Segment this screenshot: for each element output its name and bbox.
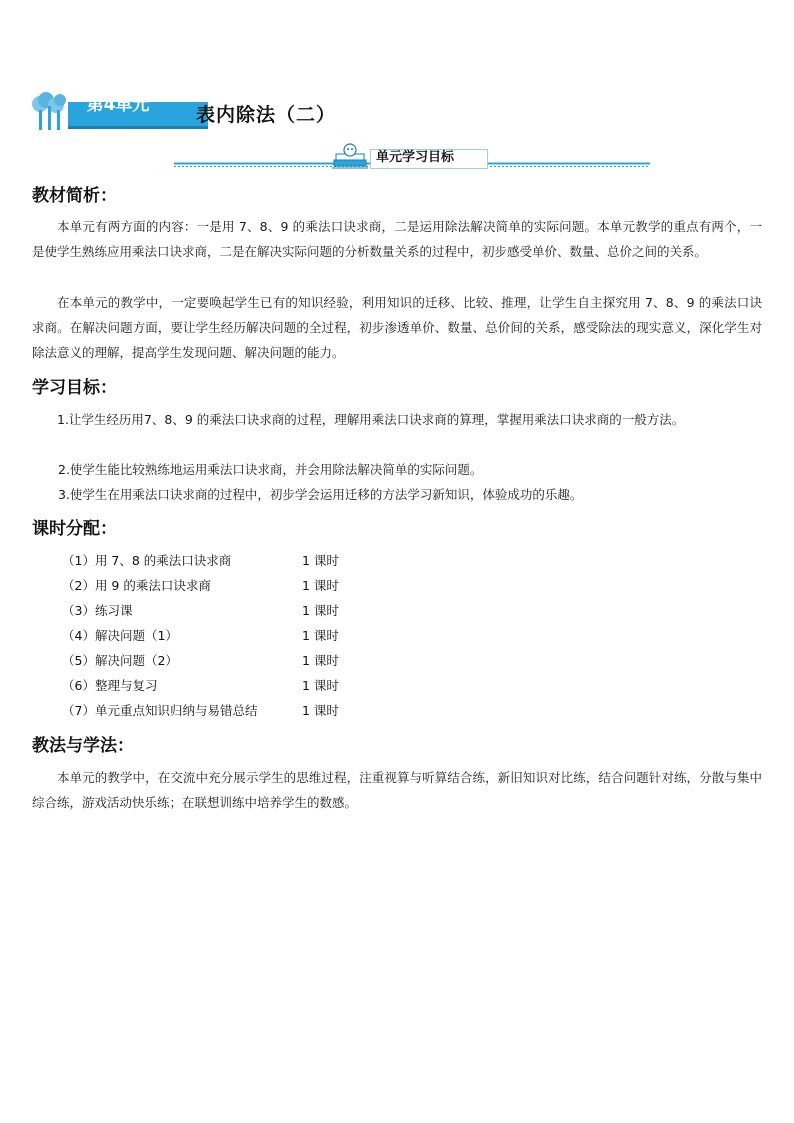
schedule-item: （3）练习课 — [62, 603, 133, 618]
schedule-hours: 1 课时 — [302, 578, 339, 593]
section-heading-methods: 教法与学法： — [32, 736, 134, 756]
schedule-item: （1）用 7、8 的乘法口诀求商 — [62, 553, 232, 568]
schedule-hours: 1 课时 — [302, 703, 339, 718]
section-heading-analysis: 教材简析： — [32, 186, 117, 206]
goal-banner-label: 单元学习目标 — [376, 150, 455, 165]
methods-paragraph: 本单元的教学中，在交流中充分展示学生的思维过程，注重视算与听算结合练，新旧知识对比练，结合问题针对练，分散与集中综合练，游戏活动快乐练；在联想训练中培养学生的数感。 — [32, 770, 762, 810]
tree-icon — [30, 92, 68, 132]
schedule-item: （6）整理与复习 — [62, 678, 158, 693]
page-title: 表内除法（二） — [196, 104, 337, 126]
analysis-paragraph-2: 在本单元的教学中，一定要唤起学生已有的知识经验，利用知识的迁移、比较、推理，让学生自主探究用 7、8、9 的乘法口诀求商。在解决问题方面，要让学生经历解决问题的全过程，初步渗透单价、数量、总价间的关系，感受除法的现实意义，深化学生对除法意义的理解，提高学生发现问题、解决问题的能力。 — [32, 295, 762, 360]
schedule-hours: 1 课时 — [302, 628, 339, 643]
schedule-item: （5）解决问题（2） — [62, 653, 178, 668]
goal-item-1: 1.让学生经历用7、8、9 的乘法口诀求商的过程，理解用乘法口诀求商的算理，掌握用乘法口诀求商的一般方法。 — [57, 412, 685, 427]
schedule-item: （2）用 9 的乘法口诀求商 — [62, 578, 211, 593]
unit-header — [30, 92, 770, 132]
schedule-item: （4）解决问题（1） — [62, 628, 178, 643]
goal-banner — [174, 142, 650, 174]
schedule-hours: 1 课时 — [302, 553, 339, 568]
schedule-item: （7）单元重点知识归纳与易错总结 — [62, 703, 258, 718]
schedule-hours: 1 课时 — [302, 653, 339, 668]
goal-item-3: 3.使学生在用乘法口诀求商的过程中，初步学会运用迁移的方法学习新知识，体验成功的乐趣。 — [58, 487, 583, 502]
section-heading-goals: 学习目标： — [32, 378, 117, 398]
schedule-hours: 1 课时 — [302, 603, 339, 618]
goal-item-2: 2.使学生能比较熟练地运用乘法口诀求商，并会用除法解决简单的实际问题。 — [58, 462, 483, 477]
book-stack-icon — [330, 142, 370, 172]
analysis-paragraph-1: 本单元有两方面的内容：一是用 7、8、9 的乘法口诀求商，二是运用除法解决简单的实际问题。本单元教学的重点有两个，一是使学生熟练应用乘法口诀求商，二是在解决实际问题的分析数量关系的过程中，初步感受单价、数量、总价之间的关系。 — [32, 219, 762, 259]
section-heading-schedule: 课时分配： — [32, 519, 117, 539]
unit-label: 第4单元 — [86, 95, 150, 115]
schedule-hours: 1 课时 — [302, 678, 339, 693]
